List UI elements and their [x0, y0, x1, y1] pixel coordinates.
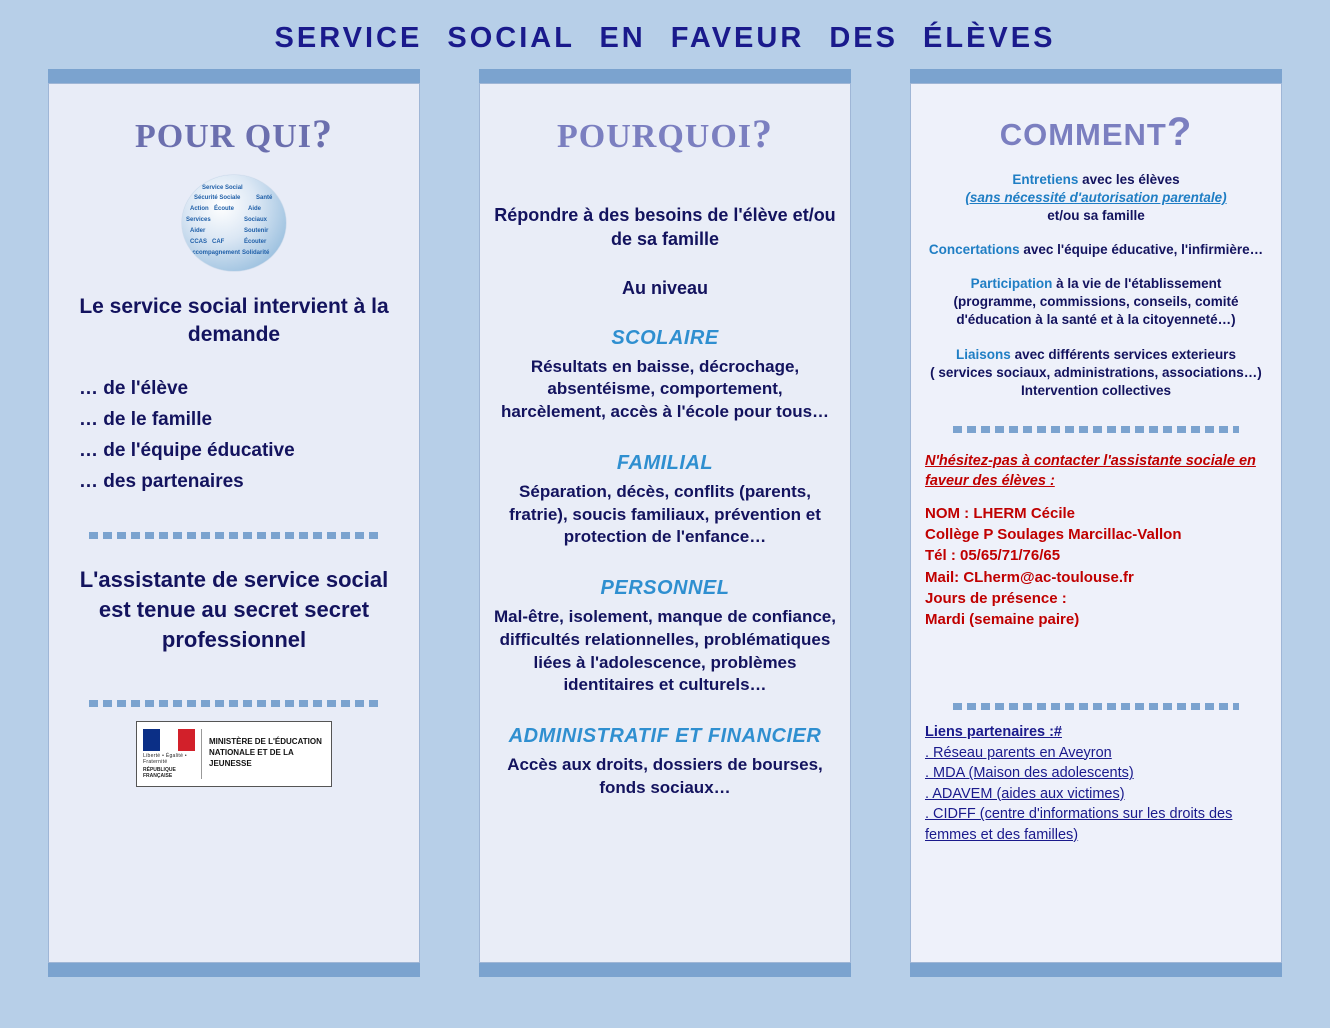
contact-school: Collège P Soulages Marcillac-Vallon: [925, 526, 1182, 544]
logo-ministry-text: MINISTÈRE DE L'ÉDUCATION NATIONALE ET DE LA JEUNESSE: [209, 737, 322, 768]
ministry-logo: [136, 721, 332, 787]
logo-republic: RÉPUBLIQUE FRANÇAISE: [143, 766, 176, 779]
how-item-liaisons: [925, 346, 1267, 400]
section-body-familial: Séparation, décès, conflits (parents, fratrie), soucis familiaux, prévention et protection de l'enfance…: [509, 481, 821, 547]
dotted-divider: [953, 426, 1239, 433]
person-silhouette-icon: [228, 201, 240, 245]
list-item: … des partenaires: [79, 470, 244, 492]
globe-word: Santé: [256, 195, 273, 201]
keyword: Concertations: [928, 242, 1020, 258]
how-item-participation: [925, 275, 1267, 329]
page-title: SERVICE SOCIAL EN FAVEUR DES ÉLÈVES: [274, 22, 1056, 54]
dotted-divider: [953, 703, 1239, 710]
globe-word: Service Social: [202, 185, 243, 191]
brochure-columns: [0, 55, 1330, 977]
globe-wrap: [63, 175, 405, 271]
item-tail: et/ou sa famille: [1047, 208, 1145, 224]
item-tail: (programme, commissions, conseils, comité d'éducation à la santé et à la citoyenneté…): [953, 294, 1239, 328]
globe-word: Solidarité: [242, 250, 270, 256]
professional-secret-text: L'assistante de service social est tenue au secret secret professionnel: [79, 566, 389, 653]
globe-word: Aider: [190, 228, 206, 234]
panel-top-band: [910, 69, 1282, 83]
globe-word: CCAS: [190, 239, 208, 245]
keyword: Liaisons: [956, 346, 1011, 362]
panel-comment: [910, 69, 1282, 977]
purpose-intro: Répondre à des besoins de l'élève et/ou de sa famille: [494, 205, 836, 250]
contact-details: [925, 503, 1267, 631]
intervention-lead: Le service social intervient à la demande: [79, 295, 389, 346]
panel-bottom-band: [910, 963, 1282, 977]
column-heading-text: POUR QUI: [134, 118, 313, 155]
contact-phone: Tél : 05/65/71/76/65: [925, 547, 1061, 565]
globe-word: Écoute: [214, 206, 235, 212]
panel-bottom-band: [479, 963, 851, 977]
column-heading-pourquoi: [494, 110, 836, 157]
globe-word: Sécurité Sociale: [194, 195, 241, 201]
item-note: (sans nécessité d'autorisation parentale): [965, 190, 1227, 206]
globe-word: Accompagnement: [188, 250, 241, 256]
contact-email: Mail: CLherm@ac-toulouse.fr: [925, 568, 1134, 586]
list-item: … de l'élève: [79, 378, 189, 400]
globe-word: Services: [186, 217, 211, 223]
column-heading-comment: [925, 110, 1267, 155]
list-item: … de le famille: [79, 409, 213, 431]
panel-top-band: [479, 69, 851, 83]
partner-links: [925, 743, 1267, 846]
panel-pourquoi: [479, 69, 851, 977]
french-flag-icon: [143, 729, 202, 779]
level-label: Au niveau: [621, 277, 709, 298]
contact-days-label: Jours de présence :: [925, 589, 1067, 607]
globe-word: CAF: [212, 239, 225, 245]
keyword-rest: à la vie de l'établissement: [1052, 276, 1222, 292]
section-title-administratif: ADMINISTRATIF ET FINANCIER: [508, 725, 822, 748]
column-heading-text: COMMENT: [999, 117, 1167, 152]
partner-link[interactable]: . MDA (Maison des adolescents): [925, 765, 1134, 782]
partner-link[interactable]: . Réseau parents en Aveyron: [925, 744, 1112, 761]
panel-top-band: [48, 69, 420, 83]
question-mark: ?: [312, 111, 334, 156]
section-title-scolaire: SCOLAIRE: [611, 326, 719, 349]
globe-word: Soutenir: [244, 228, 269, 234]
how-item-concertations: [925, 241, 1267, 259]
section-title-personnel: PERSONNEL: [600, 577, 730, 600]
keyword-rest: avec les élèves: [1078, 172, 1180, 187]
panel-bottom-band: [48, 963, 420, 977]
globe-icon: [182, 175, 286, 271]
question-mark: ?: [752, 111, 773, 156]
requesters-list: [63, 374, 405, 497]
list-item: … de l'équipe éducative: [79, 439, 295, 461]
panel-pour-qui: [48, 69, 420, 977]
section-body-administratif: Accès aux droits, dossiers de bourses, fonds sociaux…: [507, 755, 823, 798]
section-title-familial: FAMILIAL: [616, 451, 714, 474]
logo-motto: Liberté • Égalité • Fraternité: [143, 752, 187, 765]
partner-link[interactable]: . CIDFF (centre d'informations sur les droits des femmes et des familles): [925, 806, 1233, 843]
column-heading-pour-qui: [63, 110, 405, 157]
contact-days-value: Mardi (semaine paire): [925, 611, 1080, 629]
globe-word: Sociaux: [244, 217, 268, 223]
question-mark: ?: [1166, 110, 1193, 154]
section-body-scolaire: Résultats en baisse, décrochage, absentéisme, comportement, harcèlement, accès à l'école pour tous…: [500, 356, 830, 422]
contact-intro: N'hésitez-pas à contacter l'assistante sociale en faveur des élèves :: [925, 452, 1256, 489]
item-tail: ( services sociaux, administrations, associations…) Intervention collectives: [930, 364, 1262, 398]
column-heading-text: POURQUOI: [557, 118, 752, 155]
partner-links-title: Liens partenaires :#: [925, 723, 1062, 740]
globe-word: Aide: [248, 206, 262, 212]
partner-link[interactable]: . ADAVEM (aides aux victimes): [925, 785, 1125, 802]
how-item-entretiens: [925, 171, 1267, 225]
section-body-personnel: Mal-être, isolement, manque de confiance, difficultés relationnelles, problématiques liées à l'adolescence, problèmes identitaires et culturels…: [494, 607, 836, 695]
keyword: Entretiens: [1012, 172, 1079, 187]
globe-word: Action: [190, 206, 209, 212]
globe-word: Écouter: [244, 239, 267, 245]
keyword-rest: avec l'équipe éducative, l'infirmière…: [1019, 242, 1264, 258]
keyword-rest: avec différents services exterieurs: [1010, 346, 1236, 362]
dotted-divider: [89, 532, 379, 539]
contact-name: NOM : LHERM Cécile: [925, 504, 1076, 522]
keyword: Participation: [970, 276, 1053, 292]
dotted-divider: [89, 700, 379, 707]
